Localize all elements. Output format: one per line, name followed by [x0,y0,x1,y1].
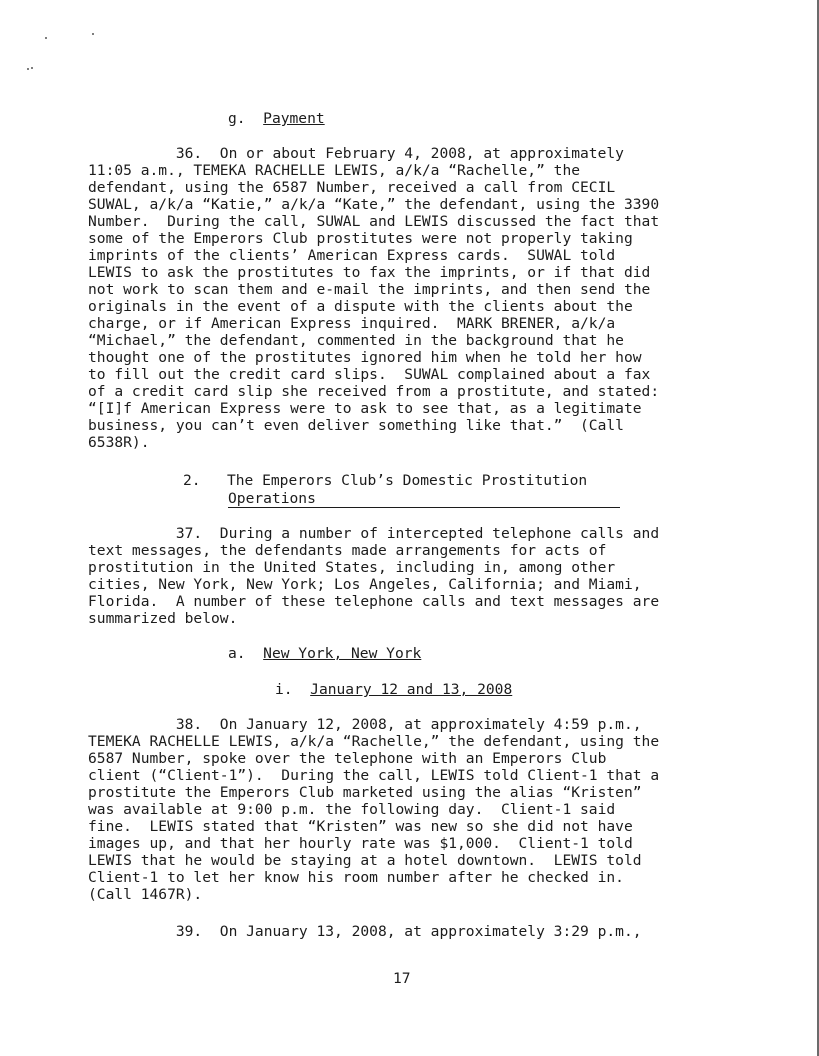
heading-underline [228,507,620,508]
text-line: originals in the event of a dispute with the clients about the [88,298,633,315]
text-line: 39. On January 13, 2008, at approximately 3:29 p.m., [88,923,642,940]
text-line: LEWIS to ask the prostitutes to fax the imprints, or if that did [88,264,651,281]
text-line: thought one of the prostitutes ignored him when he told her how [88,349,642,366]
text-line: 11:05 a.m., TEMEKA RACHELLE LEWIS, a/k/a “Rachelle,” the [88,162,581,179]
scan-speck [27,68,29,70]
text-line: LEWIS that he would be staying at a hotel downtown. LEWIS told [88,852,642,869]
text-line: business, you can’t even deliver something like that.” (Call [88,417,624,434]
text-line: Florida. A number of these telephone calls and text messages are [88,593,660,610]
text-line: prostitute the Emperors Club marketed using the alias “Kristen” [88,784,642,801]
text-line: 37. During a number of intercepted telephone calls and [88,525,660,542]
text-line: Client-1 to let her know his room number after he checked in. [88,869,624,886]
section-heading-g: g. Payment [228,110,325,127]
text-line: TEMEKA RACHELLE LEWIS, a/k/a “Rachelle,” the defendant, using the [88,733,660,750]
text-line: fine. LEWIS stated that “Kristen” was new so she did not have [88,818,633,835]
text-line: 6538R). [88,434,150,451]
text-line: 36. On or about February 4, 2008, at approximately [88,145,624,162]
text-line: prostitution in the United States, including in, among other [88,559,616,576]
text-line: not work to scan them and e-mail the imprints, and then send the [88,281,651,298]
text-line: imprints of the clients’ American Express cards. SUWAL told [88,247,616,264]
text-line: 6587 Number, spoke over the telephone with an Emperors Club [88,750,607,767]
text-line: Number. During the call, SUWAL and LEWIS discussed the fact that [88,213,660,230]
scan-speck [31,67,33,69]
text-line: charge, or if American Express inquired. MARK BRENER, a/k/a [88,315,616,332]
text-line: was available at 9:00 p.m. the following day. Client-1 said [88,801,616,818]
text-line: defendant, using the 6587 Number, received a call from CECIL [88,179,616,196]
text-line: text messages, the defendants made arrangements for acts of [88,542,607,559]
text-line: SUWAL, a/k/a “Katie,” a/k/a “Kate,” the defendant, using the 3390 [88,196,660,213]
text-line: “Michael,” the defendant, commented in the background that he [88,332,624,349]
section-heading-i: i. January 12 and 13, 2008 [275,681,513,698]
text-line: of a credit card slip she received from a prostitute, and stated: [88,383,660,400]
text-line: (Call 1467R). [88,886,203,903]
text-line: “[I]f American Express were to ask to see that, as a legitimate [88,400,642,417]
page-number: 17 [393,970,411,987]
section-title-line2: Operations [228,490,316,507]
text-line: images up, and that her hourly rate was $1,000. Client-1 told [88,835,633,852]
scan-speck [45,37,47,39]
section-marker: 2. [183,472,201,489]
section-title: The Emperors Club’s Domestic Prostitution [226,472,588,489]
text-line: some of the Emperors Club prostitutes were not properly taking [88,230,633,247]
text-line: to fill out the credit card slips. SUWAL complained about a fax [88,366,651,383]
section-heading-a: a. New York, New York [228,645,422,662]
text-line: cities, New York, New York; Los Angeles, California; and Miami, [88,576,642,593]
text-line: 38. On January 12, 2008, at approximately 4:59 p.m., [88,716,642,733]
text-line: client (“Client-1”). During the call, LEWIS told Client-1 that a [88,767,660,784]
text-line: summarized below. [88,610,238,627]
scan-speck [92,33,94,35]
